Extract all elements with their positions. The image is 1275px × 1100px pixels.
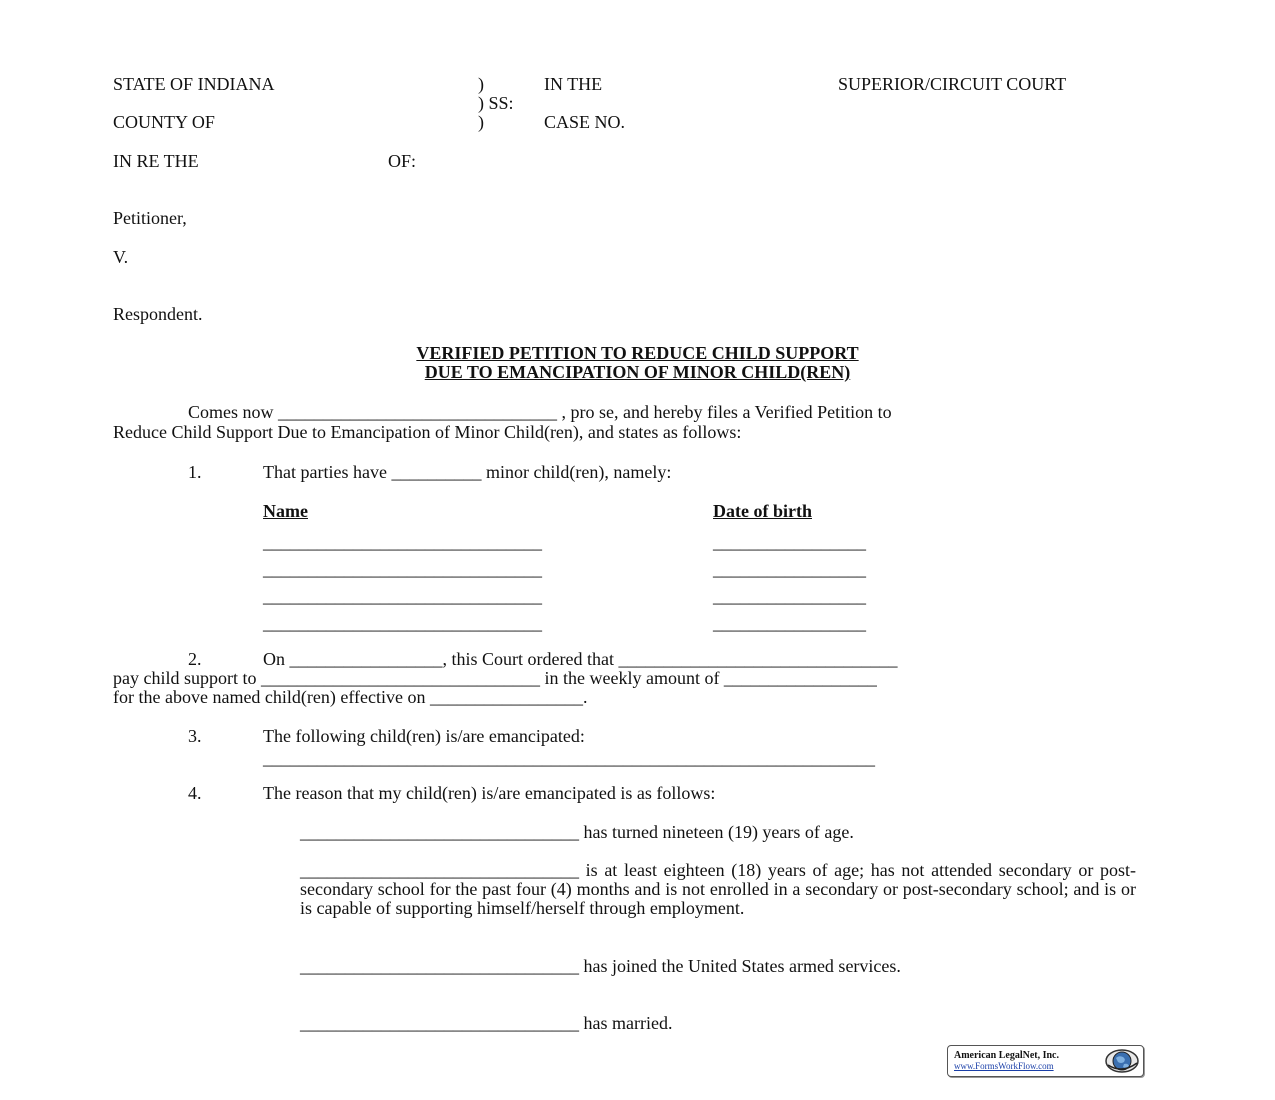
child-dob-blank[interactable]: _________________ [713,559,866,579]
child-name-blank[interactable]: _______________________________ [263,559,542,579]
item2-line: pay child support to _______________________________ in the weekly amount of _________________ [113,668,877,688]
item-number: 1. [188,462,202,482]
court-label: SUPERIOR/CIRCUIT COURT [838,74,1067,94]
item2-line: On _________________, this Court ordered that _______________________________ [263,649,898,669]
reason-eighteen: _______________________________ is at least eighteen (18) years of age; has not attended secondary or post-secondary school for the past four (4) months and is not enrolled in a secondary or post-secondary school; and is or is capable of supporting himself/herself through employment. [300,860,1136,918]
of-label: OF: [388,151,417,171]
caption-paren: ) [478,112,484,132]
reason-armed-services: _______________________________ has joined the United States armed services. [300,956,901,976]
badge-url-link[interactable]: www.FormsWorkFlow.com [954,1061,1054,1071]
reason-married: _______________________________ has married. [300,1013,673,1033]
item-number: 2. [188,649,202,669]
petitioner-label: Petitioner, [113,208,187,228]
child-dob-blank[interactable]: _________________ [713,532,866,552]
child-name-blank[interactable]: _______________________________ [263,586,542,606]
ss-label: ) SS: [478,93,514,113]
badge-company: American LegalNet, Inc. [954,1050,1059,1061]
intro-line: Reduce Child Support Due to Emancipation of Minor Child(ren), and states as follows: [113,422,742,442]
caption-paren: ) [478,74,484,94]
in-re-label: IN RE THE [113,151,199,171]
child-dob-blank[interactable]: _________________ [713,586,866,606]
county-label: COUNTY OF [113,112,215,132]
child-name-blank[interactable]: _______________________________ [263,613,542,633]
american-legalnet-badge[interactable] [947,1045,1144,1077]
name-column-header: Name [263,501,308,521]
respondent-label: Respondent. [113,304,203,324]
in-the-label: IN THE [544,74,603,94]
document-subtitle: DUE TO EMANCIPATION OF MINOR CHILD(REN) [424,362,851,382]
state-label: STATE OF INDIANA [113,74,275,94]
dob-column-header: Date of birth [713,501,812,521]
document-title: VERIFIED PETITION TO REDUCE CHILD SUPPORT [416,343,859,363]
child-name-blank[interactable]: _______________________________ [263,532,542,552]
item4-text: The reason that my child(ren) is/are emancipated is as follows: [263,783,716,803]
case-no-label: CASE NO. [544,112,626,132]
emancipated-children-blank[interactable]: ____________________________________________________________________ [263,748,875,768]
reason-nineteen: _______________________________ has turned nineteen (19) years of age. [300,822,854,842]
item-number: 4. [188,783,202,803]
child-dob-blank[interactable]: _________________ [713,613,866,633]
versus-label: V. [113,247,129,267]
item3-text: The following child(ren) is/are emancipated: [263,726,585,746]
intro-line: Comes now _______________________________ , pro se, and hereby files a Verified Petition to [188,402,892,422]
globe-logo-icon [1104,1048,1140,1074]
item1-text: That parties have __________ minor child(ren), namely: [263,462,672,482]
item2-line: for the above named child(ren) effective on _________________. [113,687,588,707]
item-number: 3. [188,726,202,746]
